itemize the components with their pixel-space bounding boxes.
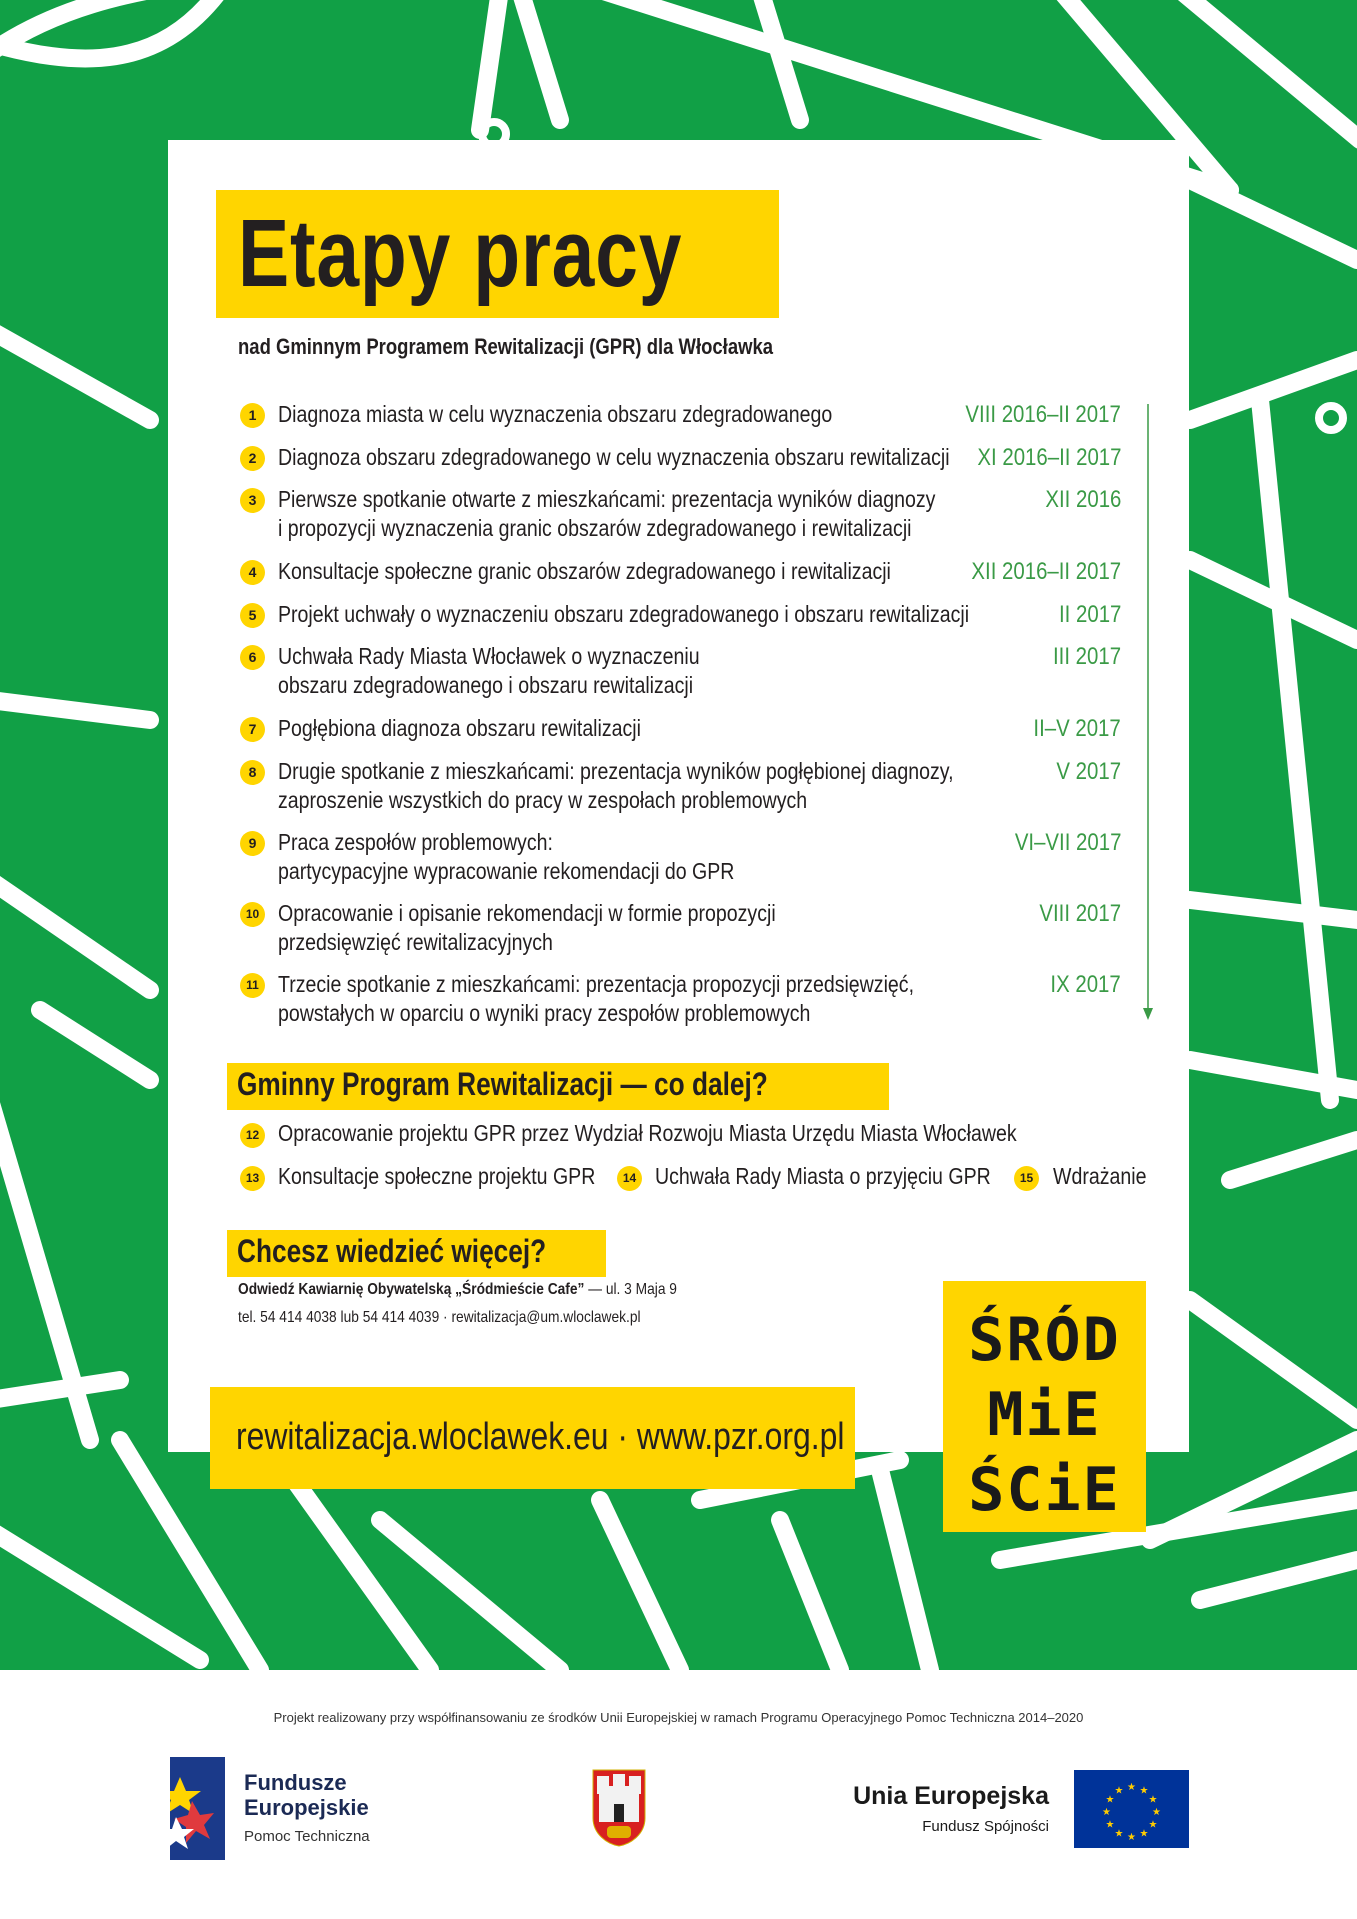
step-number-badge: 2 [240, 446, 265, 471]
next-item-text: Konsultacje społeczne projektu GPR [278, 1163, 596, 1189]
svg-text:★: ★ [1148, 1819, 1158, 1831]
step-number-badge: 9 [240, 831, 265, 856]
step-date: V 2017 [1056, 758, 1121, 785]
step-number-badge: 7 [240, 717, 265, 742]
contact-phone-email: tel. 54 414 4038 lub 54 414 4039 · rewitalizacja@um.wloclawek.pl [238, 1309, 641, 1326]
step-date: II–V 2017 [1033, 715, 1121, 742]
next-item-text: Wdrażanie [1053, 1163, 1147, 1189]
svg-text:★: ★ [1127, 1782, 1136, 1793]
step-date: II 2017 [1058, 601, 1121, 628]
step-text: Diagnoza miasta w celu wyznaczenia obszaru zdegradowanego [278, 401, 833, 427]
step-number-badge: 8 [240, 760, 265, 785]
funding-note: Projekt realizowany przy współfinansowaniu ze środków Unii Europejskiej w ramach Programu Operacyjnego Pomoc Techniczna 2014–2020 [273, 1710, 1084, 1725]
logo-line-2: MiE [987, 1380, 1102, 1450]
fe-line-1: Fundusze [244, 1770, 347, 1795]
contact-address [238, 1281, 677, 1299]
timeline-arrow [1140, 404, 1156, 1024]
svg-text:★: ★ [1148, 1794, 1158, 1806]
step-date: XII 2016–II 2017 [971, 558, 1121, 585]
wloclawek-coat-of-arms-icon [591, 1768, 647, 1848]
step-text: Uchwała Rady Miasta Włocławek o wyznaczeniu obszaru zdegradowanego i obszaru rewitalizacji [278, 643, 700, 698]
step-number-badge: 10 [240, 902, 265, 927]
step-text: Praca zespołów problemowych: partycypacyjne wypracowanie rekomendacji do GPR [278, 829, 735, 884]
svg-text:★: ★ [1102, 1807, 1111, 1818]
step-number-badge: 1 [240, 403, 265, 428]
step-text: Drugie spotkanie z mieszkańcami: prezentacja wyników pogłębionej diagnozy, zaproszenie wszystkich do pracy w zespołach problemowych [278, 758, 954, 813]
step-date: XI 2016–II 2017 [976, 444, 1121, 471]
step-text: Projekt uchwały o wyznaczeniu obszaru zdegradowanego i obszaru rewitalizacji [278, 601, 970, 627]
step-number-badge: 6 [240, 645, 265, 670]
logo-line-1: ŚRÓD [968, 1305, 1121, 1375]
next-heading: Gminny Program Rewitalizacji — co dalej? [237, 1066, 768, 1102]
eu-fund: Fundusz Spójności [922, 1818, 1049, 1835]
step-number-badge: 13 [240, 1166, 265, 1191]
contact-heading: Chcesz wiedzieć więcej? [237, 1233, 547, 1269]
step-text: Opracowanie i opisanie rekomendacji w formie propozycji przedsięwzięć rewitalizacyjnych [278, 900, 776, 955]
step-number-badge: 4 [240, 560, 265, 585]
step-date: III 2017 [1052, 643, 1121, 670]
svg-text:★: ★ [1114, 1828, 1124, 1840]
step-date: IX 2017 [1050, 971, 1121, 998]
next-item-text: Opracowanie projektu GPR przez Wydział Rozwoju Miasta Urzędu Miasta Włocławek [278, 1120, 1017, 1146]
step-date: VIII 2017 [1039, 900, 1121, 927]
svg-text:★: ★ [1105, 1819, 1115, 1831]
logo-line-3: ŚCiE [968, 1455, 1121, 1525]
page-title: Etapy pracy [238, 200, 683, 307]
step-text: Diagnoza obszaru zdegradowanego w celu wyznaczenia obszaru rewitalizacji [278, 444, 950, 470]
step-date: VIII 2016–II 2017 [965, 401, 1121, 428]
svg-text:★: ★ [1139, 1785, 1149, 1797]
fundusze-europejskie-logo-icon [170, 1757, 225, 1860]
step-number-badge: 15 [1014, 1166, 1039, 1191]
step-number-badge: 11 [240, 973, 265, 998]
step-text: Pogłębiona diagnoza obszaru rewitalizacji [278, 715, 641, 741]
eu-name: Unia Europejska [853, 1782, 1049, 1810]
eu-flag-icon [1074, 1770, 1189, 1848]
svg-text:★: ★ [1139, 1828, 1149, 1840]
fe-line-2: Europejskie [244, 1795, 369, 1820]
step-number-badge: 3 [240, 488, 265, 513]
svg-text:★: ★ [1114, 1785, 1124, 1797]
cafe-address: — ul. 3 Maja 9 [584, 1281, 677, 1298]
step-date: XII 2016 [1045, 486, 1121, 513]
svg-text:★: ★ [1152, 1807, 1161, 1818]
step-number-badge: 14 [617, 1166, 642, 1191]
svg-text:★: ★ [1127, 1832, 1136, 1843]
step-text: Konsultacje społeczne granic obszarów zdegradowanego i rewitalizacji [278, 558, 891, 584]
page-subtitle: nad Gminnym Programem Rewitalizacji (GPR) dla Włocławka [238, 334, 774, 359]
next-item-text: Uchwała Rady Miasta o przyjęciu GPR [655, 1163, 991, 1189]
svg-text:★: ★ [1105, 1794, 1115, 1806]
step-text: Pierwsze spotkanie otwarte z mieszkańcami: prezentacja wyników diagnozy i propozycji wyznaczenia granic obszarów zdegradowanego i rewitalizacji [278, 486, 936, 541]
step-text: Trzecie spotkanie z mieszkańcami: prezentacja propozycji przedsięwzięć, powstałych w oparciu o wyniki pracy zespołów problemowych [278, 971, 914, 1026]
fe-line-3: Pomoc Techniczna [244, 1828, 370, 1845]
websites-text: rewitalizacja.wloclawek.eu · www.pzr.org.pl [236, 1416, 845, 1458]
step-number-badge: 5 [240, 603, 265, 628]
cafe-name: Odwiedź Kawiarnię Obywatelską „Śródmieście Cafe” [238, 1281, 585, 1298]
step-date: VI–VII 2017 [1014, 829, 1121, 856]
step-number-badge: 12 [240, 1123, 265, 1148]
